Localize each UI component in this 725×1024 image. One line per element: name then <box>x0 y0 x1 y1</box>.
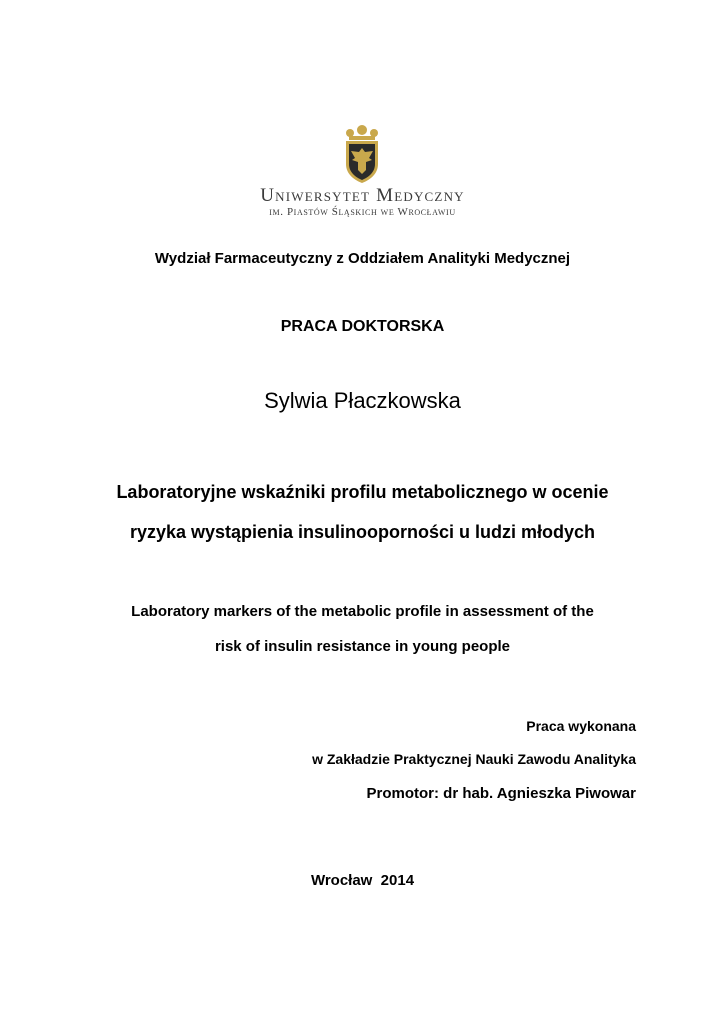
faculty-name: Wydział Farmaceutyczny z Oddziałem Analityki Medycznej <box>154 250 571 267</box>
place-year: Wrocław 2014 <box>310 872 415 889</box>
promotor: Promotor: dr hab. Agnieszka Piwowar <box>366 785 636 802</box>
details-line2: w Zakładzie Praktycznej Nauki Zawodu Analityka <box>312 751 636 767</box>
title-pl-line2: ryzyka wystąpienia insulinooporności u ludzi młodych <box>129 522 596 542</box>
eagle-emblem-icon <box>331 124 393 184</box>
details-line1: Praca wykonana <box>526 718 636 734</box>
university-subtitle: im. Piastów Śląskich we Wrocławiu <box>269 206 456 218</box>
author-name: Sylwia Płaczkowska <box>264 388 461 413</box>
title-pl-line1: Laboratoryjne wskaźniki profilu metabolicznego w ocenie <box>116 482 609 502</box>
university-name: Uniwersytet Medyczny <box>260 185 465 206</box>
title-en-line2: risk of insulin resistance in young people <box>214 638 511 655</box>
document-type: PRACA DOKTORSKA <box>280 318 445 335</box>
title-en-line1: Laboratory markers of the metabolic profile in assessment of the <box>131 603 594 620</box>
